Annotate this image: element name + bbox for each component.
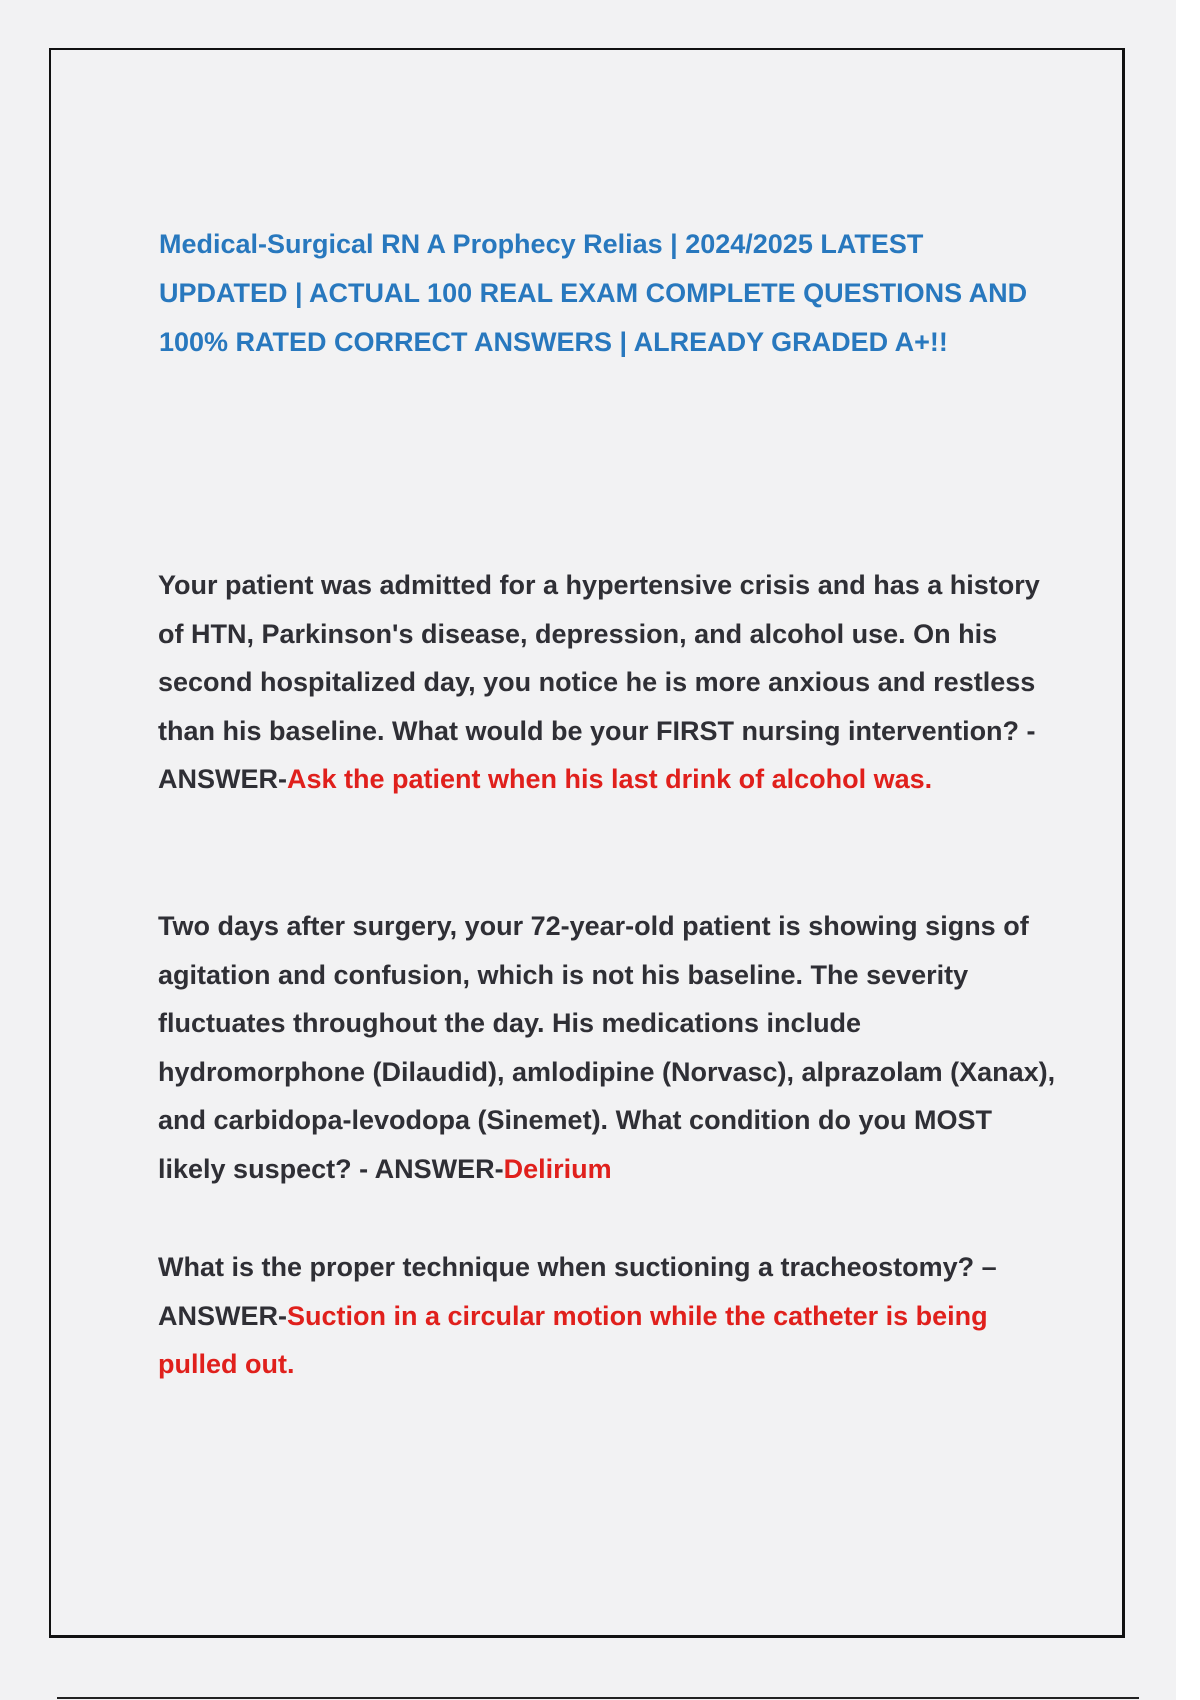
qa-item-1 bbox=[158, 561, 1058, 804]
qa-item-3 bbox=[158, 1243, 1058, 1389]
question-text: What is the proper technique when suctioning a tracheostomy? – ANSWER- bbox=[158, 1252, 997, 1331]
question-text: Two days after surgery, your 72-year-old patient is showing signs of agitation and confusion, which is not his baseline. The severity fluctuates throughout the day. His medications include hydromorphone (Dilaudid), amlodipine (Norvasc), alprazolam (Xanax), and carbidopa-levodopa (Sinemet). What condition do you MOST likely suspect? - ANSWER- bbox=[158, 911, 1056, 1184]
question-text: Your patient was admitted for a hypertensive crisis and has a history of HTN, Parkinson's disease, depression, and alcohol use. On his second hospitalized day, you notice he is more anxious and restless than his baseline. What would be your FIRST nursing intervention? - ANSWER- bbox=[158, 570, 1040, 794]
answer-text: Suction in a circular motion while the catheter is being pulled out. bbox=[158, 1300, 988, 1379]
bottom-divider bbox=[57, 1697, 1139, 1699]
answer-text: Delirium bbox=[503, 1153, 612, 1184]
document-title: Medical-Surgical RN A Prophecy Relias | 2024/2025 LATEST UPDATED | ACTUAL 100 REAL EXAM COMPLETE QUESTIONS AND 100% RATED CORRECT ANSWERS | ALREADY GRADED A+!! bbox=[159, 229, 1028, 357]
qa-item-2 bbox=[158, 902, 1058, 1193]
answer-text: Ask the patient when his last drink of alcohol was. bbox=[287, 764, 933, 794]
